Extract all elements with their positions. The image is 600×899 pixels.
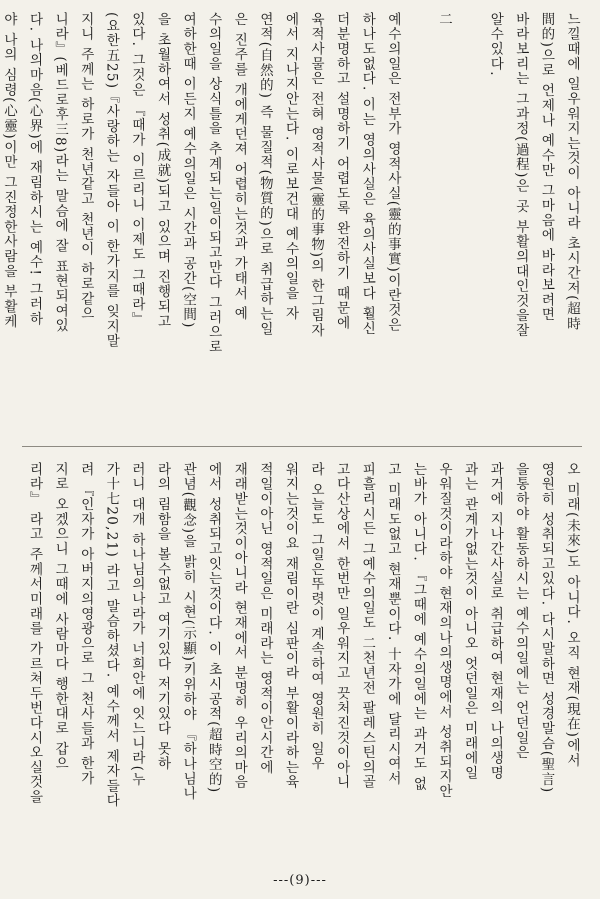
text-column: 려 『인자가 아버지의영광으로 그 천사들과 한가 (77, 462, 94, 786)
text-column (456, 12, 482, 430)
text-column: 워지는것이요 재림이란 심판이라 부활이라하는육 (282, 462, 299, 790)
text-column: 가十七20,21) 라고 말슴하셨다. 예수께서 제자들다 (103, 462, 120, 809)
text-column: 라 오늘도 그일은뚜렷이 계속하여 영원히 일우 (308, 462, 325, 772)
text-column: 을 초월하여서 성취(成就)되고 있으며 진행되고 (154, 12, 171, 329)
text-column: 러니 대개 하나님의나라가 너희안에 잇느니라(누 (128, 462, 145, 787)
text-column: 수의일을 상식틀을 추계되는일이되고만다 그러으로 (205, 12, 222, 355)
text-column: 육적사물은 전혀 영적사물(靈的事物)의 한그림자 (308, 12, 325, 338)
text-column: 재래받는것이아니라 현재에서 분명히 우리의마음 (231, 462, 248, 790)
text-column: 지로 오겠으니 그때에 사람마다 행한대로 갑으 (52, 462, 69, 772)
text-column: 느낄때에 일우워지는것이 아니라 초시간저(超時 (564, 12, 580, 332)
upper-text-block (0, 12, 584, 430)
text-column: 연적(自然的) 즉 물질적(物質的)으로 취급하는일 (256, 12, 273, 337)
text-column: 二 (436, 12, 453, 27)
text-column: 고 미래도없고 현재뿐이다. 十자가에 달리시여서 (384, 462, 401, 786)
text-column (405, 12, 431, 430)
text-column: 는바가 아니다. 『그때에 예수의일에는 과거도 없 (410, 462, 427, 792)
text-column: 있다. 그것은 『때가 이르리니 이제도 그때라』 (128, 12, 145, 327)
text-column: 관념(觀念)을 밝히 시현(示顯)키위하야 『하나님나 (180, 462, 197, 802)
text-column: 에서 지나지안는다. 이로보건대 예수의일을 자 (282, 12, 299, 322)
text-column: 과거에 지나간사실로 취급하여 현재의 나의생명 (487, 462, 504, 781)
text-column: 에서 성취되고잇는것이다. 이 초시공적(超時空的) (205, 462, 222, 794)
text-column: 리라』 라고 주께서미래를 가르쳐두번다시오실것을 (26, 462, 43, 805)
text-column: 은 진주를 개에게던져 어렵히는것과 가태서 예 (231, 12, 248, 322)
text-column: 오 미래(未來)도 아니다. 오직 현재(現在)에서 (564, 462, 580, 768)
text-column: 니라』(베드로후三8)라는 말슴에 잘 표현되여있 (52, 12, 69, 333)
text-column: 지니 주께는 하로가 천년같고 천년이 하로같으 (77, 12, 94, 322)
text-column: (요한五25)『사랑하는 자들아 이 한가지를 잊지말 (103, 12, 120, 349)
text-column: 알수있다. (487, 12, 504, 77)
text-column: 영원히 성취되고있다. 다시말하면 성경말슴(聖言) (538, 462, 555, 794)
text-column: 과는 관계가없는것이 아니오 엇던일은 미래에일 (461, 462, 478, 781)
text-column: 라의 림함을 볼수없고 여기있다 저기있다 못하 (154, 462, 171, 772)
text-column: 다. 나의마음(心界)에 재림하시는 예수! 그러하 (26, 12, 43, 327)
text-column: 바라보리는 그과정(過程)은 곳 부활의대인것을잘 (512, 12, 529, 338)
section-divider (22, 446, 582, 447)
text-column: 적일이아닌 영적일은 미래라는 영적이안시간에 (256, 462, 273, 775)
text-column: 야 나의 심령(心靈)이만 그진정한사람을 부활케 (0, 12, 17, 329)
text-column: 우워질것이라하야 현재의나의생명에서 성취되지안 (436, 462, 453, 799)
text-column: 피흘리시든 그예수의일도 二천년전 팔레스틴의골 (359, 462, 376, 790)
text-column: 間的)으로 언제나 예수만 그마음에 바라보려면 (538, 12, 555, 323)
text-column: 하나도없다. 이는 영의사실은 육의사실보다 훨신 (359, 12, 376, 336)
text-column: 을통하야 활동하시는 예수의일에는 언던일은 (512, 462, 529, 760)
text-column: 예수의일은 전부가 영적사실(靈的事實)이란것은 (384, 12, 401, 333)
page-number: ---(9)--- (273, 873, 327, 888)
lower-text-block (21, 462, 584, 864)
text-column: 여하한때 이든지 예수의일은 시간과 공간(空間) (180, 12, 197, 329)
text-column: 고다산상에서 한번만 일우워지고 끗처진것이아니 (333, 462, 350, 790)
text-column: 더분명하고 설명하기 어렵도록 완전하기 때문에 (333, 12, 350, 331)
